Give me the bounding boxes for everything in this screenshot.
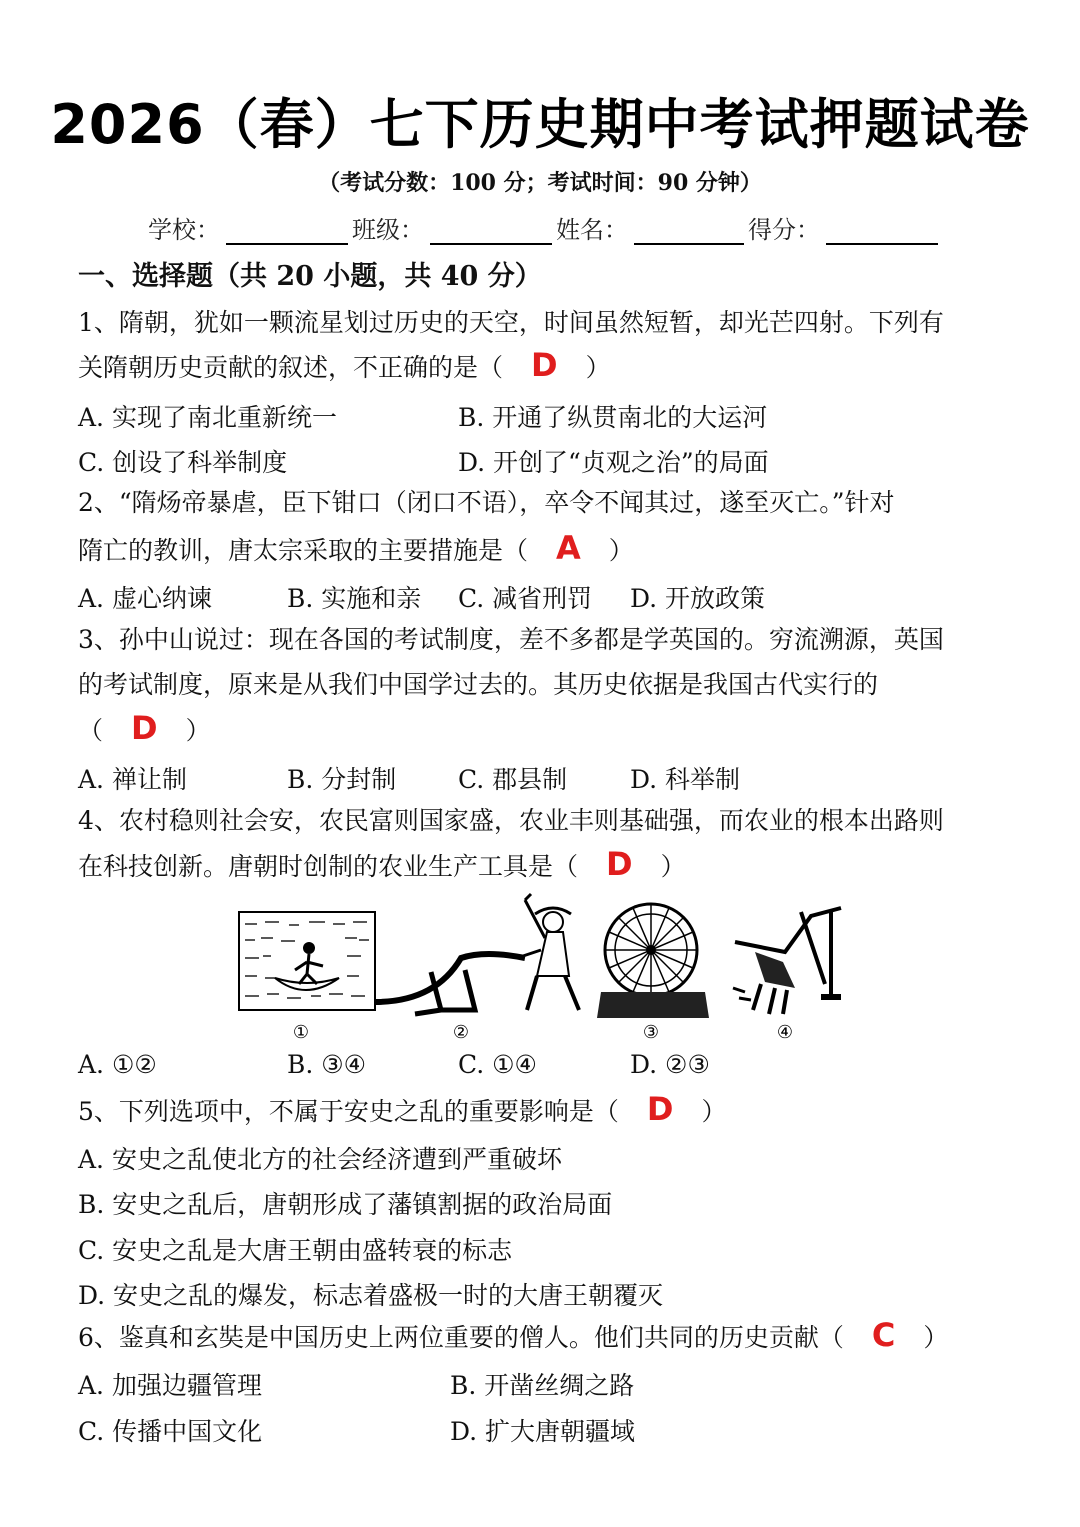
figure-label-1: ① (292, 1022, 310, 1042)
option-b: B. ③④ (287, 1050, 367, 1079)
option-a: A. 虚心纳谏 (78, 584, 212, 613)
question-2-text: 2、“隋炀帝暴虐，臣下钳口（闭口不语），卒令不闻其过，遂至灭亡。”针对 (78, 488, 895, 517)
option-d: D. 科举制 (630, 765, 741, 794)
question-3-text-3: （ D ） (78, 709, 211, 747)
option-d: D. 扩大唐朝疆域 (450, 1417, 636, 1446)
option-c: C. 安史之乱是大唐王朝由盛转衰的标志 (78, 1236, 513, 1265)
figure-label-4: ④ (776, 1022, 794, 1042)
exam-title: 2026（春）七下历史期中考试押题试卷 (50, 93, 1030, 156)
school-label: 学校： (148, 216, 220, 244)
answer-mark: A (556, 529, 581, 567)
tool-4-seeder-image (733, 908, 841, 1014)
option-a: A. ①② (78, 1050, 157, 1079)
option-a: A. 加强边疆管理 (78, 1371, 262, 1400)
question-2-text-2: 隋亡的教训，唐太宗采取的主要措施是（ A ） (78, 529, 634, 567)
option-b: B. 安史之乱后，唐朝形成了藩镇割据的政治局面 (78, 1190, 613, 1219)
figure-label-3: ③ (642, 1022, 660, 1042)
option-a: A. 安史之乱使北方的社会经济遭到严重破坏 (78, 1145, 562, 1174)
question-3-text-2: 的考试制度，原来是从我们中国学过去的。其历史依据是我国古代实行的 (78, 670, 879, 699)
option-c: C. 创设了科举制度 (78, 448, 288, 477)
name-label: 姓名： (556, 216, 628, 244)
option-c: C. 传播中国文化 (78, 1417, 263, 1446)
student-info-row (148, 210, 942, 245)
question-4-text-2: 在科技创新。唐朝时创制的农业生产工具是（ D ） (78, 845, 686, 883)
answer-mark: D (131, 709, 158, 747)
option-a: A. 实现了南北重新统一 (78, 403, 337, 432)
answer-mark: D (606, 845, 633, 883)
class-field[interactable] (430, 219, 552, 245)
class-label: 班级： (352, 216, 424, 244)
option-d: D. ②③ (630, 1050, 710, 1079)
option-d: D. 开放政策 (630, 584, 766, 613)
school-field[interactable] (226, 219, 348, 245)
option-a: A. 禅让制 (78, 765, 187, 794)
option-b: B. 开通了纵贯南北的大运河 (458, 403, 768, 432)
option-c: C. 减省刑罚 (458, 584, 593, 613)
option-b: B. 分封制 (287, 765, 397, 794)
question-1-text: 1、隋朝，犹如一颗流星划过历史的天空，时间虽然短暂，却光芒四射。下列有 (78, 308, 944, 337)
option-b: B. 实施和亲 (287, 584, 422, 613)
option-b: B. 开凿丝绸之路 (450, 1371, 635, 1400)
question-1-text-2: 关隋朝历史贡献的叙述，不正确的是（ D ） (78, 346, 611, 384)
question-6-text: 6、鉴真和玄奘是中国历史上两位重要的僧人。他们共同的历史贡献（ C ） (78, 1316, 949, 1354)
tool-2-plow-image (375, 894, 579, 1014)
name-field[interactable] (634, 219, 744, 245)
question-3-text: 3、孙中山说过：现在各国的考试制度，差不多都是学英国的。穷流溯源，英国 (78, 625, 944, 654)
section-heading: 一、选择题（共 20 小题，共 40 分） (78, 261, 542, 292)
figure-label-2: ② (452, 1022, 470, 1042)
tool-3-waterwheel-image (597, 904, 709, 1018)
tool-1-field-image (239, 912, 375, 1010)
exam-subtitle: （考试分数：100 分；考试时间：90 分钟） (318, 170, 762, 196)
score-field[interactable] (826, 219, 938, 245)
answer-mark: D (646, 1090, 674, 1128)
option-c: C. ①④ (458, 1050, 537, 1079)
option-d: D. 安史之乱的爆发，标志着盛极一时的大唐王朝覆灭 (78, 1281, 664, 1310)
option-c: C. 郡县制 (458, 765, 568, 794)
option-d: D. 开创了“贞观之治”的局面 (458, 448, 769, 477)
farming-tools-figure (235, 892, 847, 1042)
question-4-text: 4、农村稳则社会安，农民富则国家盛，农业丰则基础强，而农业的根本出路则 (78, 806, 944, 835)
question-5-text: 5、下列选项中，不属于安史之乱的重要影响是（ D ） (78, 1090, 727, 1128)
score-label: 得分： (748, 216, 820, 244)
answer-mark: D (531, 346, 558, 384)
farming-tools-illustration (235, 892, 847, 1042)
answer-mark: C (871, 1316, 896, 1354)
